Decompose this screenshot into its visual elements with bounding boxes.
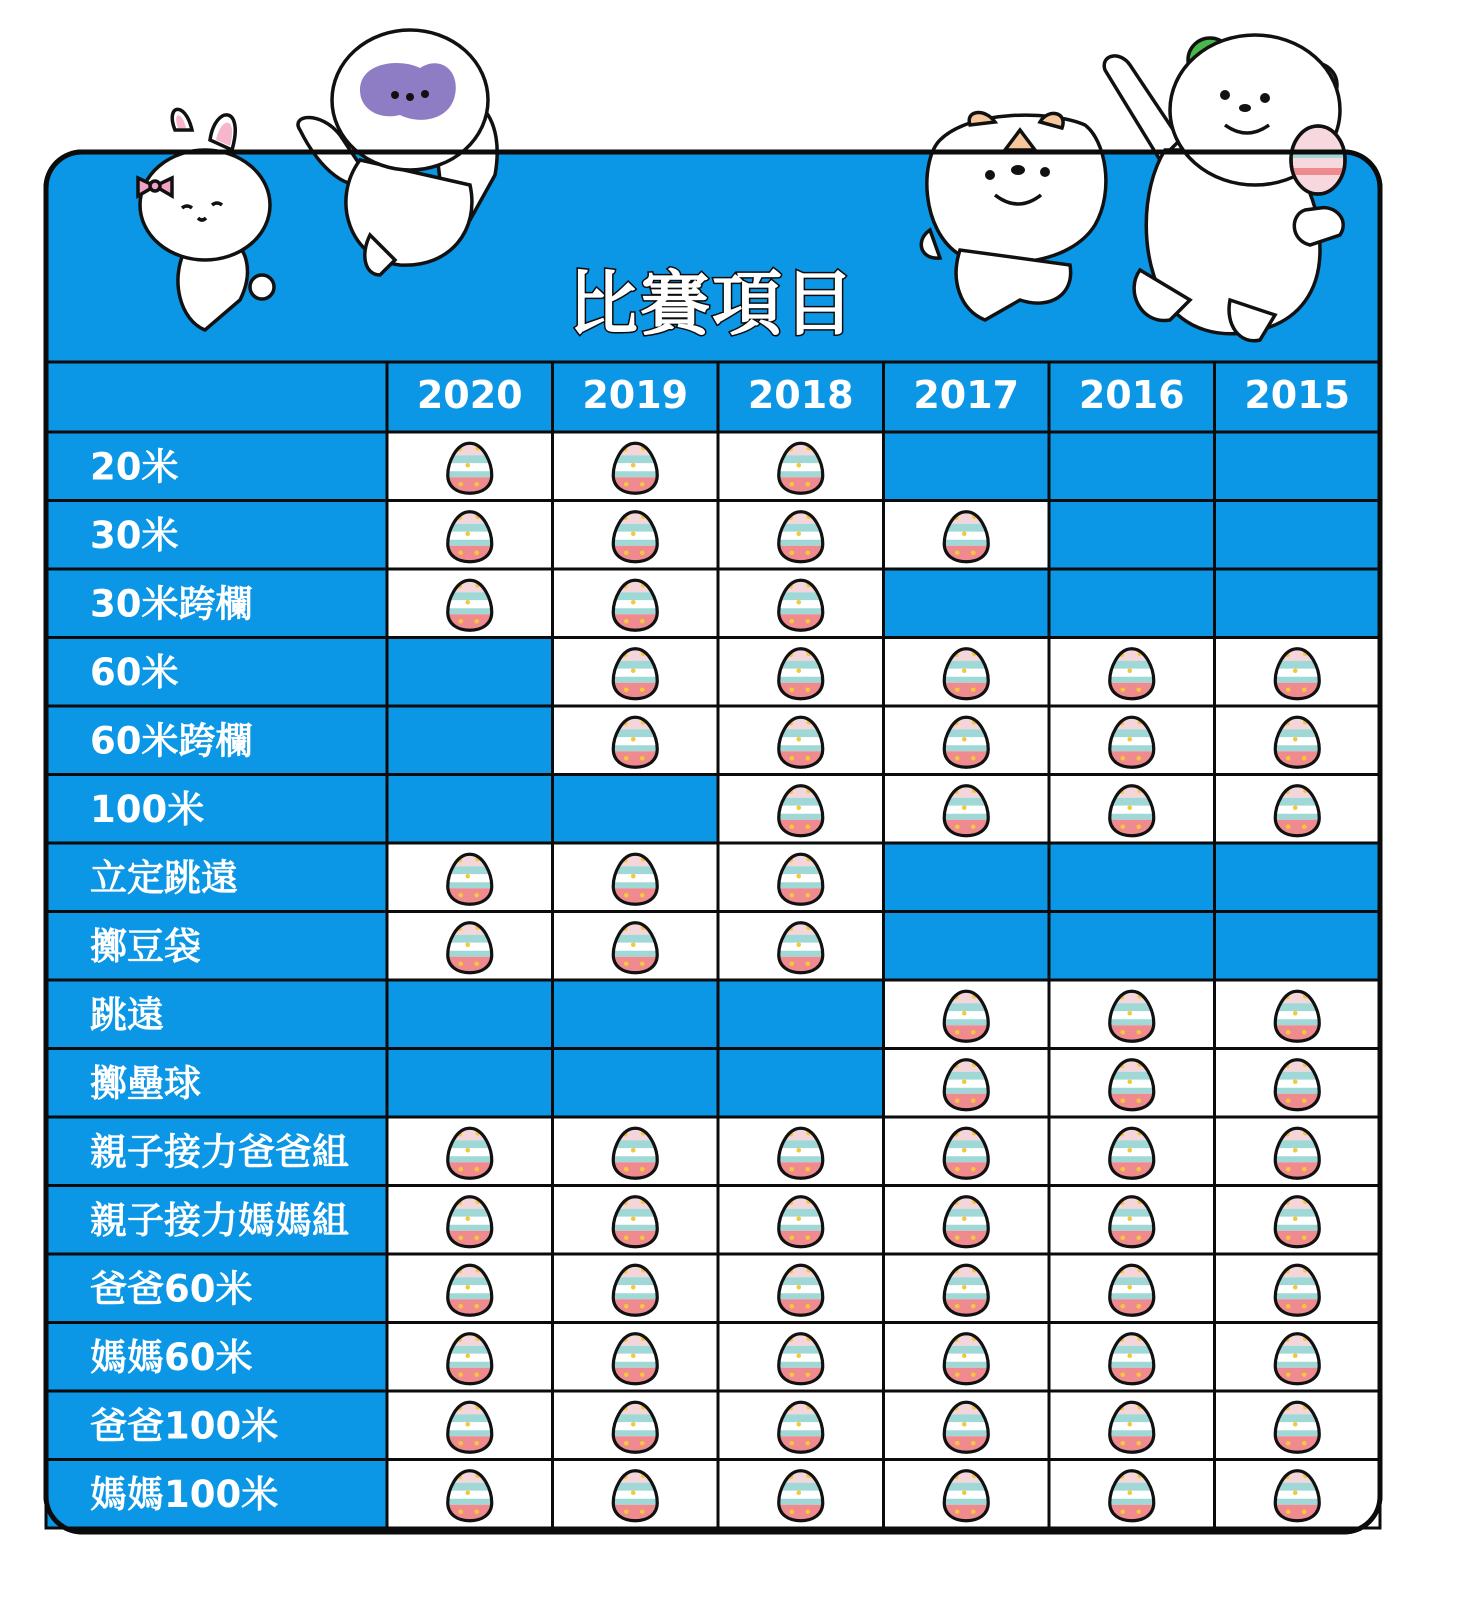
cell-not-held (1049, 432, 1215, 501)
event-label: 親子接力媽媽組 (90, 1198, 349, 1242)
year-header: 2016 (1078, 373, 1185, 417)
event-label: 30米 (90, 513, 179, 557)
event-label: 擲壘球 (90, 1061, 201, 1105)
event-label: 100米 (90, 787, 205, 831)
header-corner-cell (46, 362, 387, 432)
cell-not-held (553, 980, 719, 1049)
event-label: 30米跨欄 (90, 582, 253, 626)
event-label: 爸爸100米 (90, 1404, 279, 1448)
cell-not-held (1215, 843, 1381, 912)
event-label: 60米 (90, 650, 179, 694)
event-label: 20米 (90, 445, 179, 489)
board-title: 比賽項目 (568, 263, 856, 345)
cell-not-held (387, 1049, 553, 1118)
cell-not-held (1215, 501, 1381, 570)
cell-not-held (718, 980, 884, 1049)
cell-not-held (553, 1049, 719, 1118)
year-header: 2018 (747, 373, 854, 417)
event-label: 媽媽100米 (90, 1472, 279, 1516)
cell-not-held (553, 775, 719, 844)
cell-not-held (884, 432, 1050, 501)
year-header: 2019 (582, 373, 689, 417)
cell-not-held (718, 1049, 884, 1118)
cell-not-held (1049, 569, 1215, 638)
cell-not-held (387, 706, 553, 775)
cell-not-held (1049, 843, 1215, 912)
cell-not-held (1049, 912, 1215, 981)
cell-not-held (884, 843, 1050, 912)
event-label: 親子接力爸爸組 (90, 1130, 349, 1174)
cell-not-held (1215, 432, 1381, 501)
cell-not-held (1049, 501, 1215, 570)
year-header: 2015 (1244, 373, 1351, 417)
cell-not-held (884, 569, 1050, 638)
event-label: 擲豆袋 (90, 924, 201, 968)
event-label: 媽媽60米 (90, 1335, 253, 1379)
year-header: 2020 (416, 373, 523, 417)
cell-not-held (387, 638, 553, 707)
event-label: 跳遠 (90, 993, 164, 1037)
cell-not-held (1215, 912, 1381, 981)
event-label: 立定跳遠 (90, 856, 238, 900)
cell-not-held (387, 980, 553, 1049)
event-label: 60米跨欄 (90, 719, 253, 763)
year-header: 2017 (913, 373, 1020, 417)
cell-not-held (1215, 569, 1381, 638)
event-label: 爸爸60米 (90, 1267, 253, 1311)
cell-not-held (884, 912, 1050, 981)
cell-not-held (387, 775, 553, 844)
